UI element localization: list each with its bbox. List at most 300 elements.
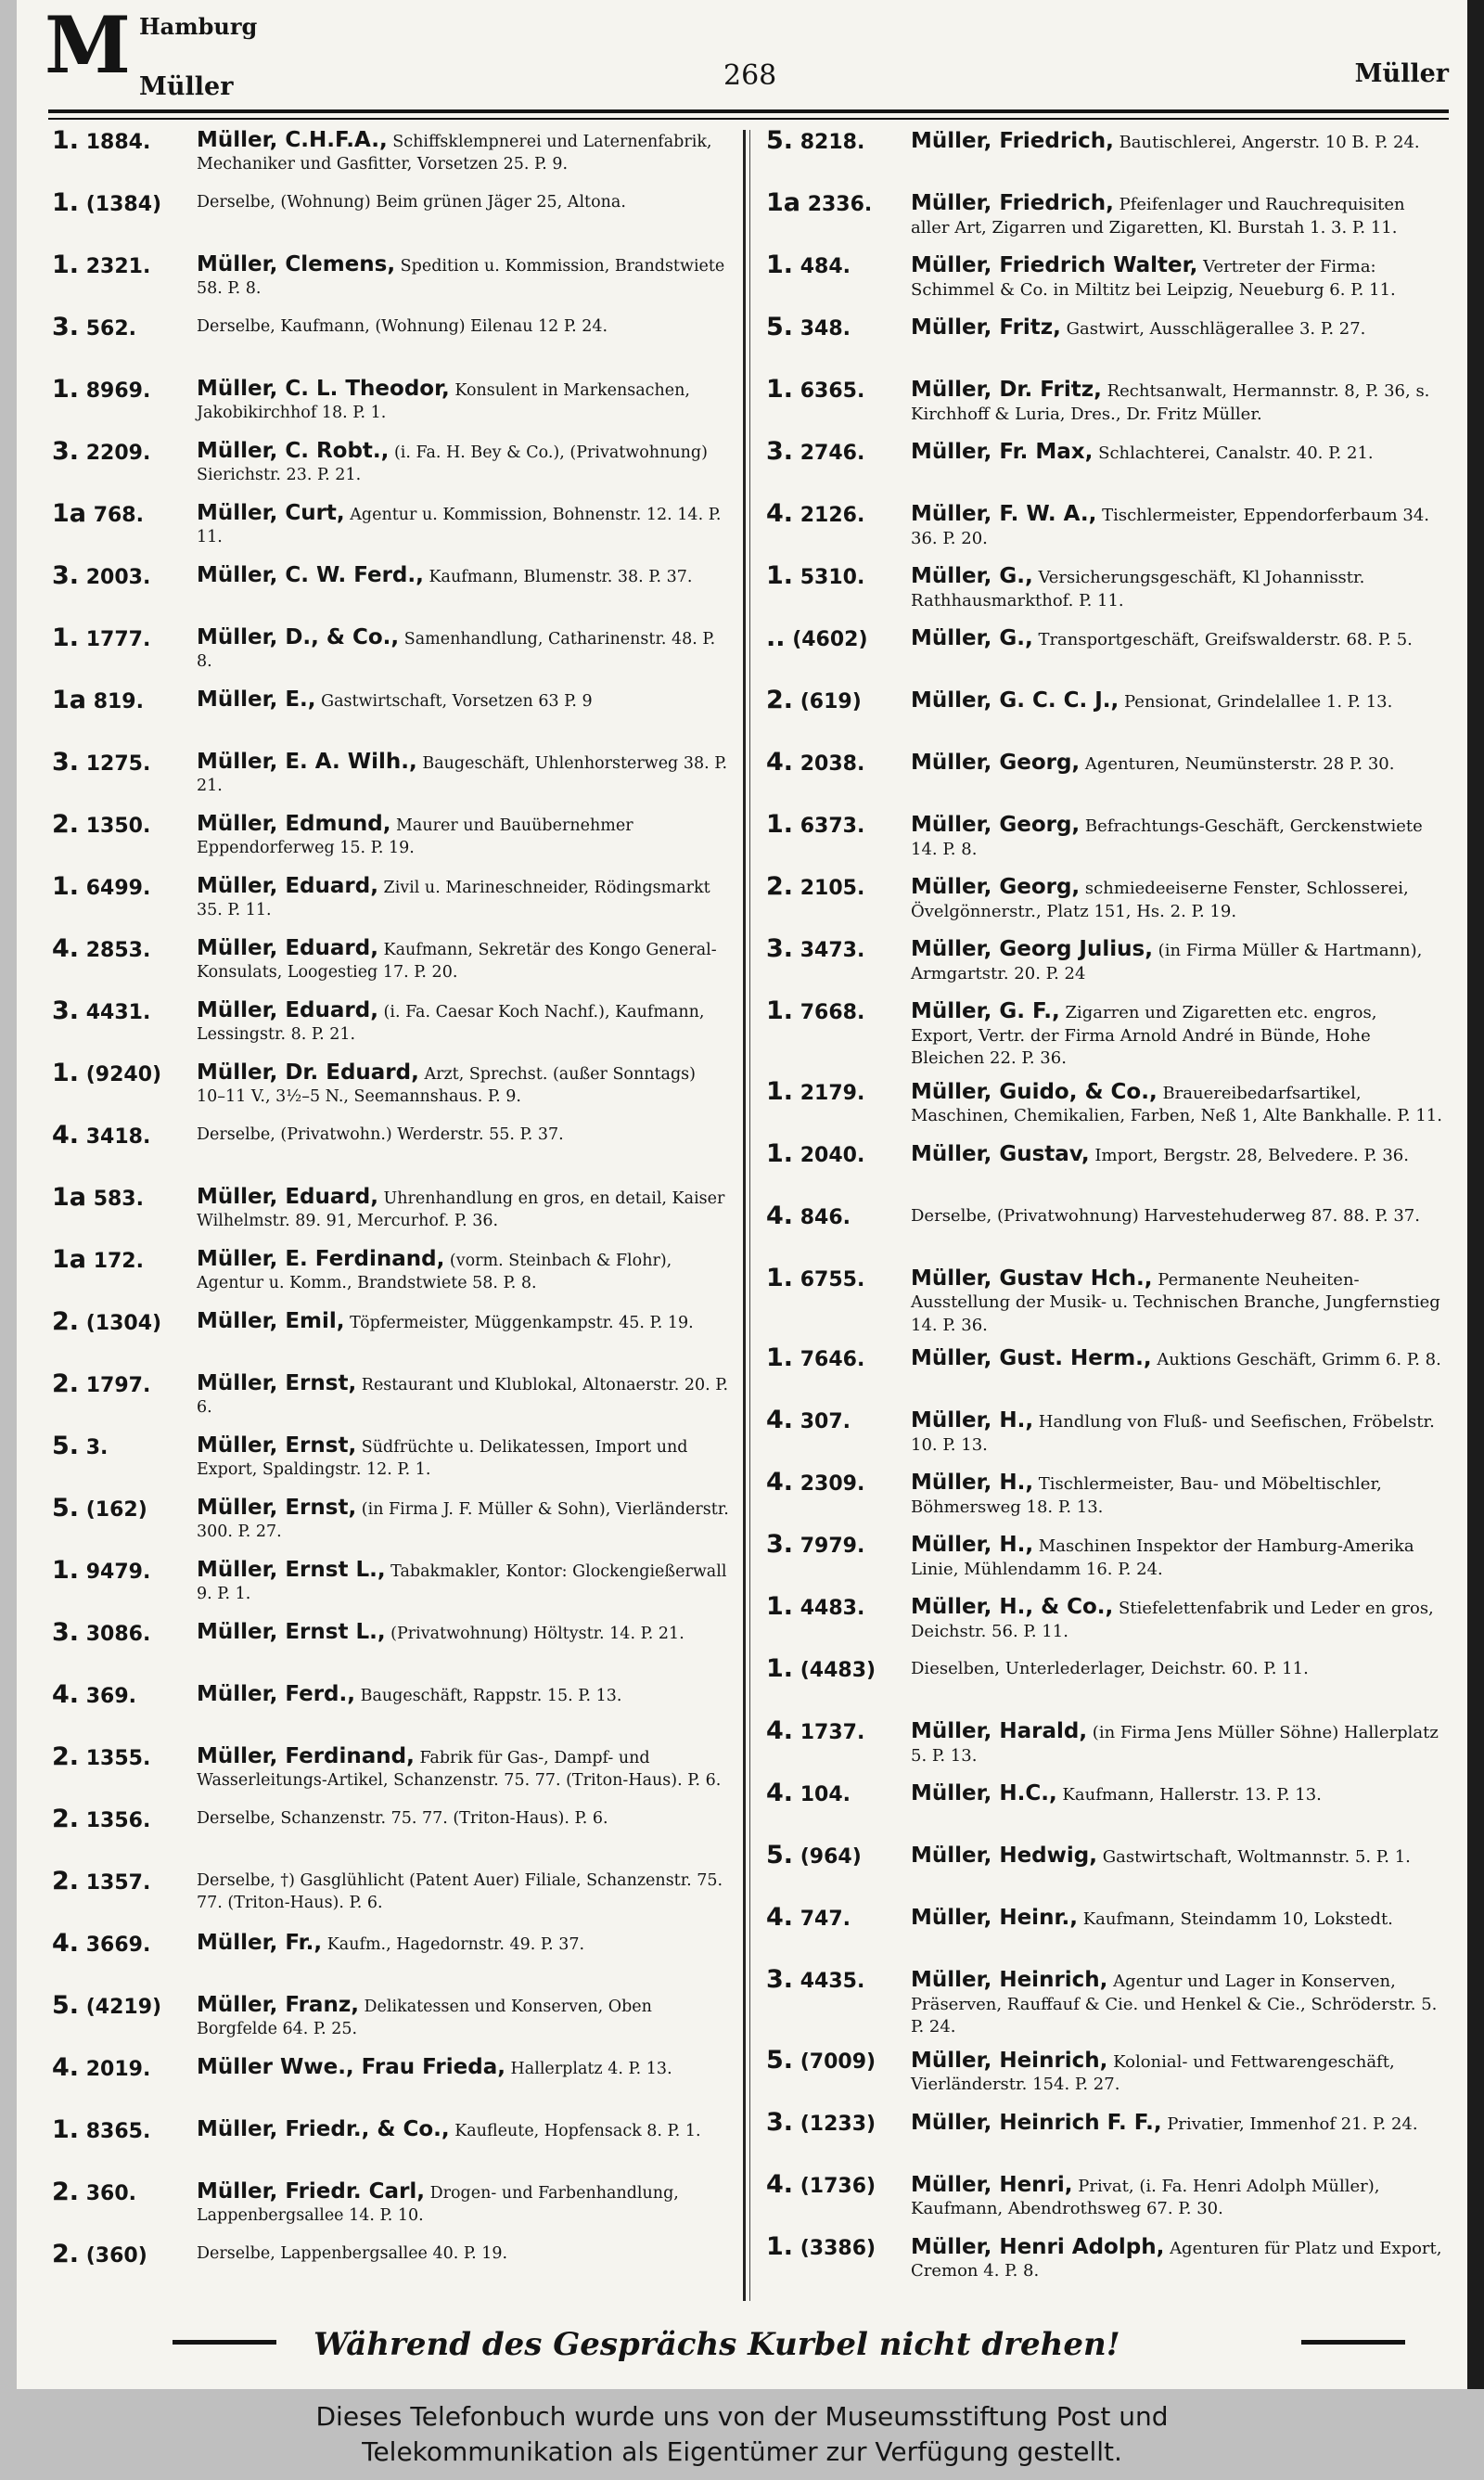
subscriber-number: 2179.: [800, 1081, 865, 1105]
directory-entry: [52, 499, 729, 555]
exchange-zone: 4.: [766, 2169, 794, 2199]
directory-entry: [52, 313, 729, 368]
subscriber-number: 3086.: [85, 1623, 151, 1646]
entry-details: Arzt, Sprechst. (außer Sonntags) 10–11 V., 3½–5 N., Seemannshaus. P. 9.: [197, 1065, 696, 1106]
phone-number: [52, 561, 193, 590]
directory-entry: [766, 561, 1443, 617]
entry-details: Baugeschäft, Uhlenhorsterweg 38. P. 21.: [197, 754, 728, 795]
exchange-zone: 1a: [52, 1183, 87, 1212]
subscriber-name: Müller, Fritz,: [911, 315, 1061, 340]
phone-number: [766, 934, 907, 963]
subscriber-number: (1304): [85, 1312, 162, 1335]
exchange-zone: 1.: [52, 375, 80, 404]
phone-number: [766, 251, 907, 279]
directory-entry: [52, 623, 729, 679]
entry-body: [197, 1622, 729, 1646]
entry-details: Privatier, Immenhof 21. P. 24.: [1167, 2114, 1418, 2134]
directory-entry: [766, 2231, 1443, 2288]
directory-entry: [52, 1494, 729, 1549]
subscriber-number: 172.: [93, 1250, 144, 1273]
directory-entry: [766, 1716, 1443, 1772]
directory-entry: [52, 2178, 729, 2233]
provenance-banner: [0, 2399, 1484, 2480]
phone-number: [52, 934, 193, 963]
subscriber-number: 2209.: [85, 442, 151, 465]
phone-number: [766, 1343, 907, 1372]
exchange-zone: 1.: [52, 623, 80, 652]
subscriber-number: (9240): [85, 1063, 162, 1086]
entry-details: (i. Fa. H. Bey & Co.), (Privatwohnung) Sierichstr. 23. P. 21.: [197, 443, 708, 484]
phone-number: [52, 499, 193, 528]
entry-details: (in Firma J. F. Müller & Sohn), Vierländerstr. 300. P. 27.: [197, 1500, 729, 1541]
subscriber-number: 307.: [800, 1410, 851, 1433]
exchange-zone: 4.: [766, 1468, 794, 1497]
exchange-zone: 3.: [766, 934, 794, 963]
entry-body: [911, 2174, 1443, 2221]
entry-body: [911, 503, 1443, 550]
subscriber-name: Müller, Friedrich,: [911, 129, 1114, 153]
exchange-zone: 1.: [766, 1263, 794, 1292]
entry-body: [197, 1311, 729, 1335]
exchange-zone: 1a: [52, 499, 87, 528]
subscriber-number: 6365.: [800, 379, 865, 403]
entry-details: Vertreter der Firma: Schimmel & Co. in Miltitz bei Leipzig, Neueburg 6. P. 11.: [911, 257, 1396, 300]
phone-number: [52, 188, 193, 217]
phone-number: [766, 996, 907, 1025]
directory-entry: [52, 375, 729, 430]
subscriber-name: Müller, Georg,: [911, 813, 1081, 837]
subscriber-name: Müller, E. Ferdinand,: [197, 1247, 445, 1271]
entry-details: Kaufm., Hagedornstr. 49. P. 37.: [326, 1935, 585, 1954]
notice-dash-left: [173, 2340, 276, 2345]
directory-entry: [52, 872, 729, 928]
entry-details: Brauereibedarfsartikel, Maschinen, Chemikalien, Farben, Neß 1, Alte Bankhalle. P. 11.: [911, 1083, 1442, 1125]
phone-number: [766, 623, 907, 652]
subscriber-name: Müller, Henri,: [911, 2172, 1073, 2197]
subscriber-number: 2853.: [85, 939, 151, 962]
subscriber-name: Müller, Georg Julius,: [911, 937, 1153, 961]
column-divider: [743, 130, 746, 2301]
subscriber-name: Müller, Eduard,: [197, 936, 378, 960]
exchange-zone: 2.: [766, 872, 794, 901]
subscriber-name: Müller, Hedwig,: [911, 1844, 1097, 1868]
subscriber-number: 4431.: [85, 1001, 151, 1024]
entry-body: [197, 2119, 729, 2143]
directory-entry: [766, 1263, 1443, 1338]
entry-body: [911, 1658, 1443, 1681]
subscriber-name: Müller, D., & Co.,: [197, 625, 400, 649]
entry-body: [911, 752, 1443, 777]
exchange-zone: 2.: [52, 2240, 80, 2268]
entry-body: [197, 876, 729, 922]
phone-number: [52, 126, 193, 155]
entry-body: [911, 1907, 1443, 1932]
entry-body: [197, 1497, 729, 1544]
entry-body: [911, 938, 1443, 985]
exchange-zone: 4.: [52, 934, 80, 963]
phone-number: [52, 1183, 193, 1212]
exchange-zone: 1.: [52, 188, 80, 217]
entry-body: [911, 2112, 1443, 2137]
directory-entry: [766, 1903, 1443, 1959]
subscriber-name: Müller, Friedr., & Co.,: [197, 2117, 450, 2141]
entry-details: Gastwirtschaft, Woltmannstr. 5. P. 1.: [1102, 1847, 1411, 1867]
subscriber-name: Müller, Henri Adolph,: [911, 2234, 1165, 2259]
subscriber-name: Müller, Emil,: [197, 1309, 345, 1333]
subscriber-number: 3473.: [800, 939, 865, 962]
entry-details: Samenhandlung, Catharinenstr. 48. P. 8.: [197, 630, 716, 671]
subscriber-number: 846.: [800, 1205, 851, 1229]
subscriber-name: Müller, Fr.,: [197, 1931, 323, 1955]
phone-number: [766, 1965, 907, 1994]
phone-number: [766, 1263, 907, 1292]
phone-number: [52, 437, 193, 466]
notice-dash-right: [1301, 2340, 1405, 2345]
exchange-zone: 2.: [52, 1369, 80, 1398]
exchange-zone: 1.: [52, 126, 80, 155]
entry-body: [911, 1782, 1443, 1807]
subscriber-number: 1884.: [85, 131, 151, 154]
phone-number: [766, 437, 907, 466]
exchange-zone: 3.: [52, 996, 80, 1025]
phone-number: [766, 1530, 907, 1559]
header-rule: [48, 109, 1449, 113]
exchange-zone: 1a: [52, 686, 87, 714]
subscriber-name: Müller Wwe., Frau Frieda,: [197, 2055, 505, 2079]
subscriber-name: Müller, Dr. Fritz,: [911, 378, 1102, 402]
exchange-zone: 4.: [766, 1406, 794, 1434]
directory-entry: [766, 375, 1443, 430]
exchange-zone: 1.: [52, 1059, 80, 1087]
exchange-zone: 4.: [766, 1903, 794, 1932]
exchange-zone: 3.: [52, 313, 80, 341]
entry-body: [911, 1471, 1443, 1519]
phone-number: [52, 1307, 193, 1336]
entry-body: [197, 192, 729, 214]
directory-entry: [766, 499, 1443, 555]
directory-entry: [52, 934, 729, 990]
exchange-zone: 4.: [766, 1779, 794, 1807]
subscriber-number: 1355.: [85, 1747, 151, 1770]
header-rule-thin: [48, 118, 1449, 120]
phone-number: [766, 1716, 907, 1745]
city-name: Hamburg: [139, 13, 258, 40]
exchange-zone: 2.: [52, 1805, 80, 1833]
phone-number: [766, 748, 907, 777]
entry-body: [197, 1746, 729, 1793]
exchange-zone: 1.: [766, 1592, 794, 1621]
phone-number: [52, 1867, 193, 1895]
phone-number: [766, 1654, 907, 1683]
entry-body: [911, 254, 1443, 302]
entry-body: [911, 1081, 1443, 1128]
directory-entry: [52, 1369, 729, 1425]
entry-body: [911, 441, 1443, 466]
subscriber-name: Müller, Friedr. Carl,: [197, 2179, 426, 2204]
entry-details: Hallerplatz 4. P. 13.: [510, 2060, 672, 2078]
phone-number: [52, 313, 193, 341]
entry-details: Drogen- und Farbenhandlung, Lappenbergsallee 14. P. 10.: [197, 2184, 679, 2225]
entry-body: [197, 254, 729, 301]
subscriber-number: 6373.: [800, 815, 865, 838]
subscriber-name: Müller, Heinrich F. F.,: [911, 2110, 1162, 2135]
exchange-zone: 4.: [766, 499, 794, 528]
subscriber-number: 7646.: [800, 1348, 865, 1371]
entry-details: Kaufmann, Blumenstr. 38. P. 37.: [429, 568, 693, 586]
directory-entry: [52, 1245, 729, 1301]
subscriber-number: 4483.: [800, 1597, 865, 1620]
phone-number: [766, 2169, 907, 2199]
entry-details: Auktions Geschäft, Grimm 6. P. 8.: [1157, 1350, 1441, 1369]
entry-details: Tischlermeister, Bau- und Möbeltischler, Böhmersweg 18. P. 13.: [911, 1474, 1382, 1517]
phone-number: [766, 126, 907, 155]
subscriber-name: Müller, Eduard,: [197, 998, 378, 1022]
exchange-zone: 1.: [766, 1076, 794, 1106]
section-letter: M: [45, 0, 131, 91]
entry-body: [197, 689, 729, 713]
phone-number: [766, 810, 907, 839]
entry-details: Derselbe, (Privatwohnung) Harvestehuderweg 87. 88. P. 37.: [911, 1205, 1420, 1226]
entry-details: (in Firma Müller & Hartmann), Armgartstr. 20. P. 24: [911, 941, 1423, 983]
entry-details: Kaufmann, Hallerstr. 13. P. 13.: [1062, 1785, 1322, 1805]
subscriber-name: Müller, Ernst,: [197, 1496, 357, 1520]
entry-details: Zigarren und Zigaretten etc. engros, Export, Vertr. der Firma Arnold André in Bünde, Hohe Bleichen 22. P. 36.: [911, 1003, 1377, 1068]
subscriber-number: (1736): [800, 2174, 876, 2198]
exchange-zone: 1.: [766, 2231, 794, 2261]
directory-entry: [766, 1654, 1443, 1710]
directory-entry: [766, 188, 1443, 244]
subscriber-number: (1233): [800, 2112, 876, 2136]
exchange-zone: 4.: [52, 1929, 80, 1958]
entry-body: [911, 876, 1443, 923]
entry-body: [197, 1124, 729, 1147]
phone-number: [52, 1432, 193, 1460]
phone-number: [52, 2053, 193, 2082]
entry-body: [911, 192, 1443, 239]
exchange-zone: 4.: [52, 2053, 80, 2082]
directory-entry: [52, 1059, 729, 1114]
exchange-zone: 3.: [766, 437, 794, 466]
entry-body: [197, 379, 729, 425]
subscriber-number: 2019.: [85, 2058, 151, 2081]
directory-entry: [52, 1929, 729, 1985]
entry-body: [911, 1267, 1443, 1338]
subscriber-number: 768.: [93, 504, 144, 527]
subscriber-number: 5310.: [800, 566, 865, 589]
directory-entry: [766, 1592, 1443, 1648]
column-divider-thin: [749, 130, 750, 2301]
subscriber-number: (360): [85, 2244, 147, 2268]
phone-number: [766, 499, 907, 528]
entry-details: Derselbe, (Privatwohn.) Werderstr. 55. P. 37.: [197, 1125, 564, 1144]
directory-entry: [766, 313, 1443, 368]
exchange-zone: 1.: [766, 1138, 794, 1168]
directory-entry: [52, 1867, 729, 1922]
entry-details: Transportgeschäft, Greifswalderstr. 68. P. 5.: [1038, 630, 1413, 649]
directory-entry: [52, 561, 729, 617]
left-column: [52, 126, 729, 2306]
phone-number: [52, 748, 193, 777]
entry-body: [197, 1062, 729, 1109]
crank-notice: Während des Gesprächs Kurbel nicht drehen!: [313, 2326, 1120, 2363]
entry-details: Dieselben, Unterlederlager, Deichstr. 60. P. 11.: [911, 1659, 1309, 1678]
directory-entry: [52, 996, 729, 1052]
entry-body: [911, 814, 1443, 861]
phone-number: [766, 313, 907, 341]
subscriber-number: 2038.: [800, 752, 865, 776]
entry-details: Stiefelettenfabrik und Leder en gros, Deichstr. 56. P. 11.: [911, 1599, 1434, 1641]
directory-entry: [766, 810, 1443, 866]
exchange-zone: 2.: [52, 1867, 80, 1895]
entry-body: [911, 627, 1443, 652]
entry-details: Kaufmann, Sekretär des Kongo General-Konsulats, Loogestieg 17. P. 20.: [197, 941, 717, 982]
phone-number: [766, 2231, 907, 2261]
exchange-zone: 1.: [766, 251, 794, 279]
subscriber-number: 6755.: [800, 1267, 865, 1291]
entry-body: [197, 1995, 729, 2041]
subscriber-name: Müller, Ernst L.,: [197, 1620, 386, 1644]
entry-details: Import, Bergstr. 28, Belvedere. P. 36.: [1094, 1145, 1409, 1165]
entry-details: Agentur und Lager in Konserven, Präserven, Rauffauf & Cie. und Henkel & Cie., Schröderstr. 5. P. 24.: [911, 1972, 1438, 2037]
phone-number: [52, 2178, 193, 2206]
subscriber-number: 1357.: [85, 1871, 151, 1895]
entry-details: (in Firma Jens Müller Söhne) Hallerplatz 5. P. 13.: [911, 1723, 1439, 1766]
subscriber-name: Müller, G.,: [911, 564, 1033, 588]
subscriber-number: 1777.: [85, 628, 151, 651]
entry-details: Derselbe, †) Gasglühlicht (Patent Auer) Filiale, Schanzenstr. 75. 77. (Triton-Haus). P. 6.: [197, 1871, 723, 1912]
phone-number: [52, 375, 193, 404]
directory-entry: [52, 1618, 729, 1674]
entry-body: [197, 565, 729, 589]
directory-entry: [766, 1076, 1443, 1133]
subscriber-number: (4219): [85, 1996, 162, 2019]
directory-entry: [766, 2169, 1443, 2226]
subscriber-name: Müller, Edmund,: [197, 812, 391, 836]
entry-details: Maschinen Inspektor der Hamburg-Amerika Linie, Mühlendamm 16. P. 24.: [911, 1536, 1414, 1579]
entry-body: [197, 2057, 729, 2081]
directory-entry: [52, 686, 729, 741]
entry-body: [911, 379, 1443, 426]
exchange-zone: 2.: [52, 2178, 80, 2206]
directory-entry: [52, 1742, 729, 1798]
entry-details: Baugeschäft, Rappstr. 15. P. 13.: [360, 1687, 622, 1705]
subscriber-number: 8365.: [85, 2120, 151, 2143]
subscriber-name: Müller, Georg,: [911, 875, 1081, 899]
subscriber-number: 2105.: [800, 877, 865, 900]
entry-details: Töpfermeister, Müggenkampstr. 45. P. 19.: [350, 1314, 694, 1332]
entry-body: [911, 1969, 1443, 2039]
entry-details: Kaufleute, Hopfensack 8. P. 1.: [454, 2122, 701, 2140]
entry-body: [197, 316, 729, 339]
exchange-zone: 1.: [52, 251, 80, 279]
entry-body: [911, 689, 1443, 714]
subscriber-number: (7009): [800, 2050, 876, 2074]
entry-details: (Privatwohnung) Höltystr. 14. P. 21.: [390, 1625, 684, 1643]
subscriber-number: 360.: [85, 2182, 136, 2205]
entry-details: Zivil u. Marineschneider, Rödingsmarkt 35. P. 11.: [197, 879, 710, 919]
phone-number: [52, 1556, 193, 1585]
subscriber-name: Müller, Heinrich,: [911, 1968, 1108, 1992]
subscriber-name: Müller, Gustav,: [911, 1141, 1090, 1166]
phone-number: [766, 1841, 907, 1870]
entry-details: Derselbe, Schanzenstr. 75. 77. (Triton-Haus). P. 6.: [197, 1809, 608, 1828]
phone-number: [52, 1742, 193, 1771]
directory-entry: [52, 1556, 729, 1612]
subscriber-number: 1737.: [800, 1721, 865, 1744]
exchange-zone: 2.: [52, 810, 80, 839]
entry-body: [911, 1347, 1443, 1372]
directory-entry: [766, 437, 1443, 493]
directory-entry: [766, 2107, 1443, 2164]
subscriber-name: Müller, Ernst L.,: [197, 1558, 386, 1582]
exchange-zone: 1a: [52, 1245, 87, 1274]
exchange-zone: ..: [766, 623, 786, 652]
subscriber-name: Müller, Ferdinand,: [197, 1744, 415, 1768]
subscriber-number: 484.: [800, 255, 851, 278]
exchange-zone: 1.: [766, 1654, 794, 1683]
subscriber-number: (964): [800, 1845, 862, 1869]
exchange-zone: 1a: [766, 188, 801, 217]
directory-entry: [766, 748, 1443, 803]
entry-body: [911, 1143, 1443, 1168]
subscriber-number: (162): [85, 1498, 147, 1522]
exchange-zone: 1.: [766, 996, 794, 1025]
phone-number: [766, 188, 907, 217]
right-keyword: Müller: [1354, 59, 1449, 88]
page-number: 268: [723, 59, 777, 92]
entry-body: [197, 1249, 729, 1295]
entry-body: [911, 1205, 1443, 1228]
subscriber-number: 369.: [85, 1685, 136, 1708]
directory-entry: [52, 188, 729, 244]
directory-entry: [52, 251, 729, 306]
phonebook-page: [17, 0, 1467, 2389]
exchange-zone: 3.: [52, 748, 80, 777]
entry-details: Handlung von Fluß- und Seefischen, Fröbelstr. 10. P. 13.: [911, 1412, 1435, 1455]
entry-body: [197, 2181, 729, 2228]
entry-body: [197, 1933, 729, 1957]
subscriber-number: 2309.: [800, 1472, 865, 1496]
subscriber-name: Müller, Friedrich Walter,: [911, 253, 1198, 277]
entry-details: Befrachtungs-Geschäft, Gerckenstwiete 14. P. 8.: [911, 816, 1423, 859]
subscriber-number: 1275.: [85, 752, 151, 776]
directory-entry: [52, 437, 729, 493]
subscriber-name: Müller, Eduard,: [197, 874, 378, 898]
subscriber-number: 9479.: [85, 1561, 151, 1584]
entry-details: Agentur u. Kommission, Bohnenstr. 12. 14. P. 11.: [197, 506, 722, 546]
subscriber-name: Müller, Gust. Herm.,: [911, 1346, 1152, 1370]
phone-number: [766, 2107, 907, 2137]
subscriber-name: Müller, C.H.F.A.,: [197, 128, 388, 152]
directory-entry: [766, 934, 1443, 990]
entry-body: [911, 316, 1443, 341]
exchange-zone: 1.: [766, 561, 794, 590]
phone-number: [52, 2115, 193, 2144]
exchange-zone: 1.: [766, 1343, 794, 1372]
subscriber-number: 3418.: [85, 1125, 151, 1149]
entry-body: [197, 441, 729, 487]
entry-body: [197, 1808, 729, 1831]
entry-body: [197, 1684, 729, 1708]
exchange-zone: 4.: [52, 1680, 80, 1709]
entry-body: [197, 1870, 729, 1915]
subscriber-name: Müller, F. W. A.,: [911, 502, 1097, 526]
directory-entry: [766, 251, 1443, 306]
entry-body: [197, 1435, 729, 1482]
entry-details: Agenturen, Neumünsterstr. 28 P. 30.: [1084, 754, 1395, 774]
phone-number: [766, 686, 907, 714]
subscriber-number: 7979.: [800, 1535, 865, 1558]
